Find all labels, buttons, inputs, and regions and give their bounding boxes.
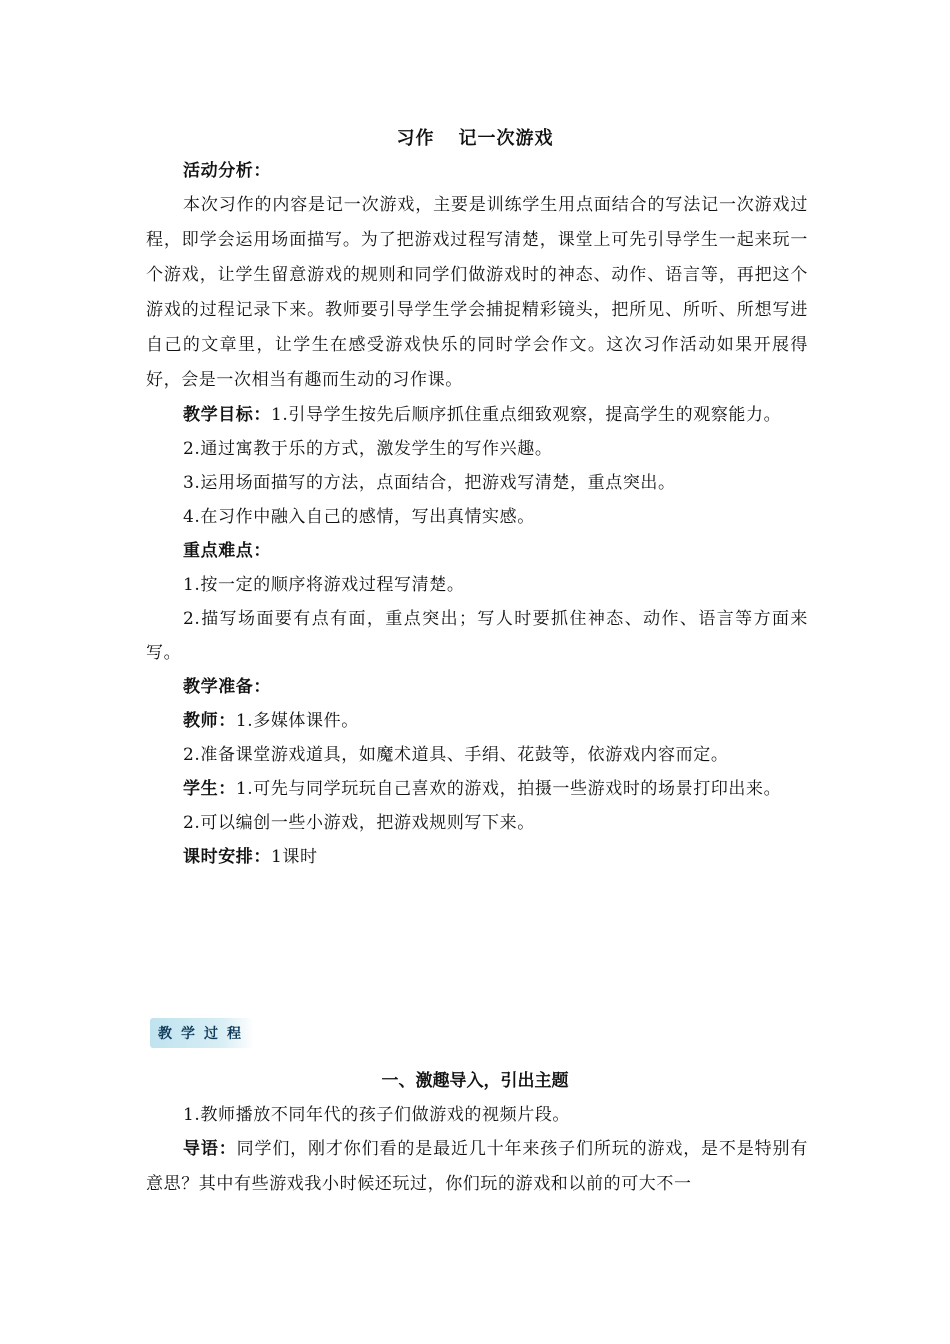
teaching-process-banner xyxy=(150,1018,254,1048)
teacher-item-1: 1.多媒体课件。 xyxy=(235,711,359,731)
teacher-item-2: 2.准备课堂游戏道具，如魔术道具、手绢、花鼓等，依游戏内容而定。 xyxy=(183,745,729,765)
section1-intro xyxy=(146,1132,808,1202)
prep-student xyxy=(146,772,808,806)
prep-heading: 教学准备： xyxy=(183,677,271,697)
banner-char-3: 过 xyxy=(204,1026,218,1042)
keypoint-item-2: 2.描写场面要有点有面，重点突出；写人时要抓住神态、动作、语言等方面来写。 xyxy=(146,609,808,663)
section1-item-1: 1.教师播放不同年代的孩子们做游戏的视频片段。 xyxy=(183,1105,571,1125)
goals-heading: 教学目标： xyxy=(183,405,271,425)
goal-item-4: 4.在习作中融入自己的感情，写出真情实感。 xyxy=(183,507,535,527)
intro-text: 同学们，刚才你们看的是最近几十年来孩子们所玩的游戏，是不是特别有意思？其中有些游戏我小时候还玩过，你们玩的游戏和以前的可大不一 xyxy=(146,1139,808,1194)
keypoint-item-1: 1.按一定的顺序将游戏过程写清楚。 xyxy=(183,575,465,595)
banner-char-1: 教 xyxy=(158,1026,172,1042)
section1-body xyxy=(146,1098,808,1202)
banner-char-4: 程 xyxy=(227,1026,241,1042)
schedule xyxy=(146,840,808,874)
keypoints-heading: 重点难点： xyxy=(183,541,271,561)
goal-item-2: 2.通过寓教于乐的方式，激发学生的写作兴趣。 xyxy=(183,439,553,459)
student-label: 学生： xyxy=(183,779,236,799)
goals-paragraph xyxy=(146,398,808,432)
activity-paragraph: 本次习作的内容是记一次游戏，主要是训练学生用点面结合的写法记一次游戏过程，即学会运用场面描写。为了把游戏过程写清楚，课堂上可先引导学生一起来玩一个游戏，让学生留意游戏的规则和同学们做游戏时的神态、动作、语言等，再把这个游戏的过程记录下来。教师要引导学生学会捕捉精彩镜头，把所见、所听、所想写进自己的文章里，让学生在感受游戏快乐的同时学会作文。这次习作活动如果开展得好，会是一次相当有趣而生动的习作课。 xyxy=(146,195,808,390)
banner-char-2: 学 xyxy=(181,1026,195,1042)
title-part1: 习作 xyxy=(396,128,435,149)
student-item-2: 2.可以编创一些小游戏，把游戏规则写下来。 xyxy=(183,813,535,833)
goal-item-1: 1.引导学生按先后顺序抓住重点细致观察，提高学生的观察能力。 xyxy=(271,405,782,425)
title-part2: 记一次游戏 xyxy=(458,128,554,149)
section1-title: 一、激趣导入，引出主题 xyxy=(381,1071,569,1091)
document-title xyxy=(0,124,950,150)
teacher-label: 教师： xyxy=(183,711,236,731)
student-item-1: 1.可先与同学玩玩自己喜欢的游戏，拍摄一些游戏时的场景打印出来。 xyxy=(235,779,782,799)
goal-item-3: 3.运用场面描写的方法，点面结合，把游戏写清楚，重点突出。 xyxy=(183,473,676,493)
schedule-label: 课时安排： xyxy=(183,847,271,867)
schedule-value: 1课时 xyxy=(271,847,318,867)
activity-heading: 活动分析： xyxy=(183,161,271,181)
lesson-body xyxy=(146,154,808,874)
prep-teacher xyxy=(146,704,808,738)
intro-label: 导语： xyxy=(183,1139,237,1159)
